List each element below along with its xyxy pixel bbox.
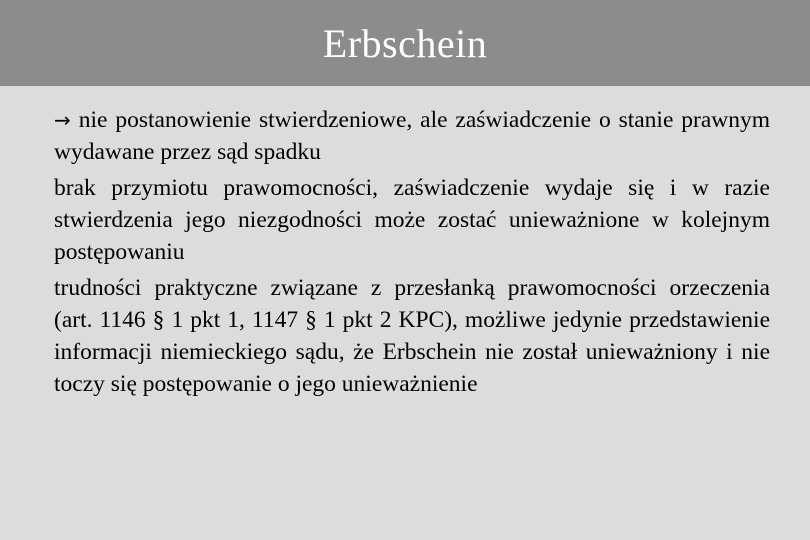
- paragraph-1-text: nie postanowienie stwierdzeniowe, ale zaświadczenie o stanie prawnym wydawane przez sąd spadku: [54, 107, 770, 165]
- paragraph-2-text: brak przymiotu prawomocności, zaświadczenie wydaje się i w razie stwierdzenia jego niezgodności może zostać unieważnione w kolejnym postępowaniu: [54, 175, 770, 265]
- paragraph-1: [54, 104, 770, 168]
- paragraph-3: [54, 272, 770, 400]
- title-bar: [0, 0, 810, 86]
- slide-title: Erbschein: [322, 20, 488, 66]
- paragraph-2: [54, 172, 770, 268]
- paragraph-3-text: trudności praktyczne związane z przesłanką prawomocności orzeczenia (art. 1146 § 1 pkt 1, 1147 § 1 pkt 2 KPC), możliwe jedynie przedstawienie informacji niemieckiego sądu, że Erbschein nie został unieważniony i nie toczy się postępowanie o jego unieważnienie: [54, 275, 770, 397]
- slide-content: [54, 104, 770, 404]
- arrow-right-icon: →: [54, 108, 71, 132]
